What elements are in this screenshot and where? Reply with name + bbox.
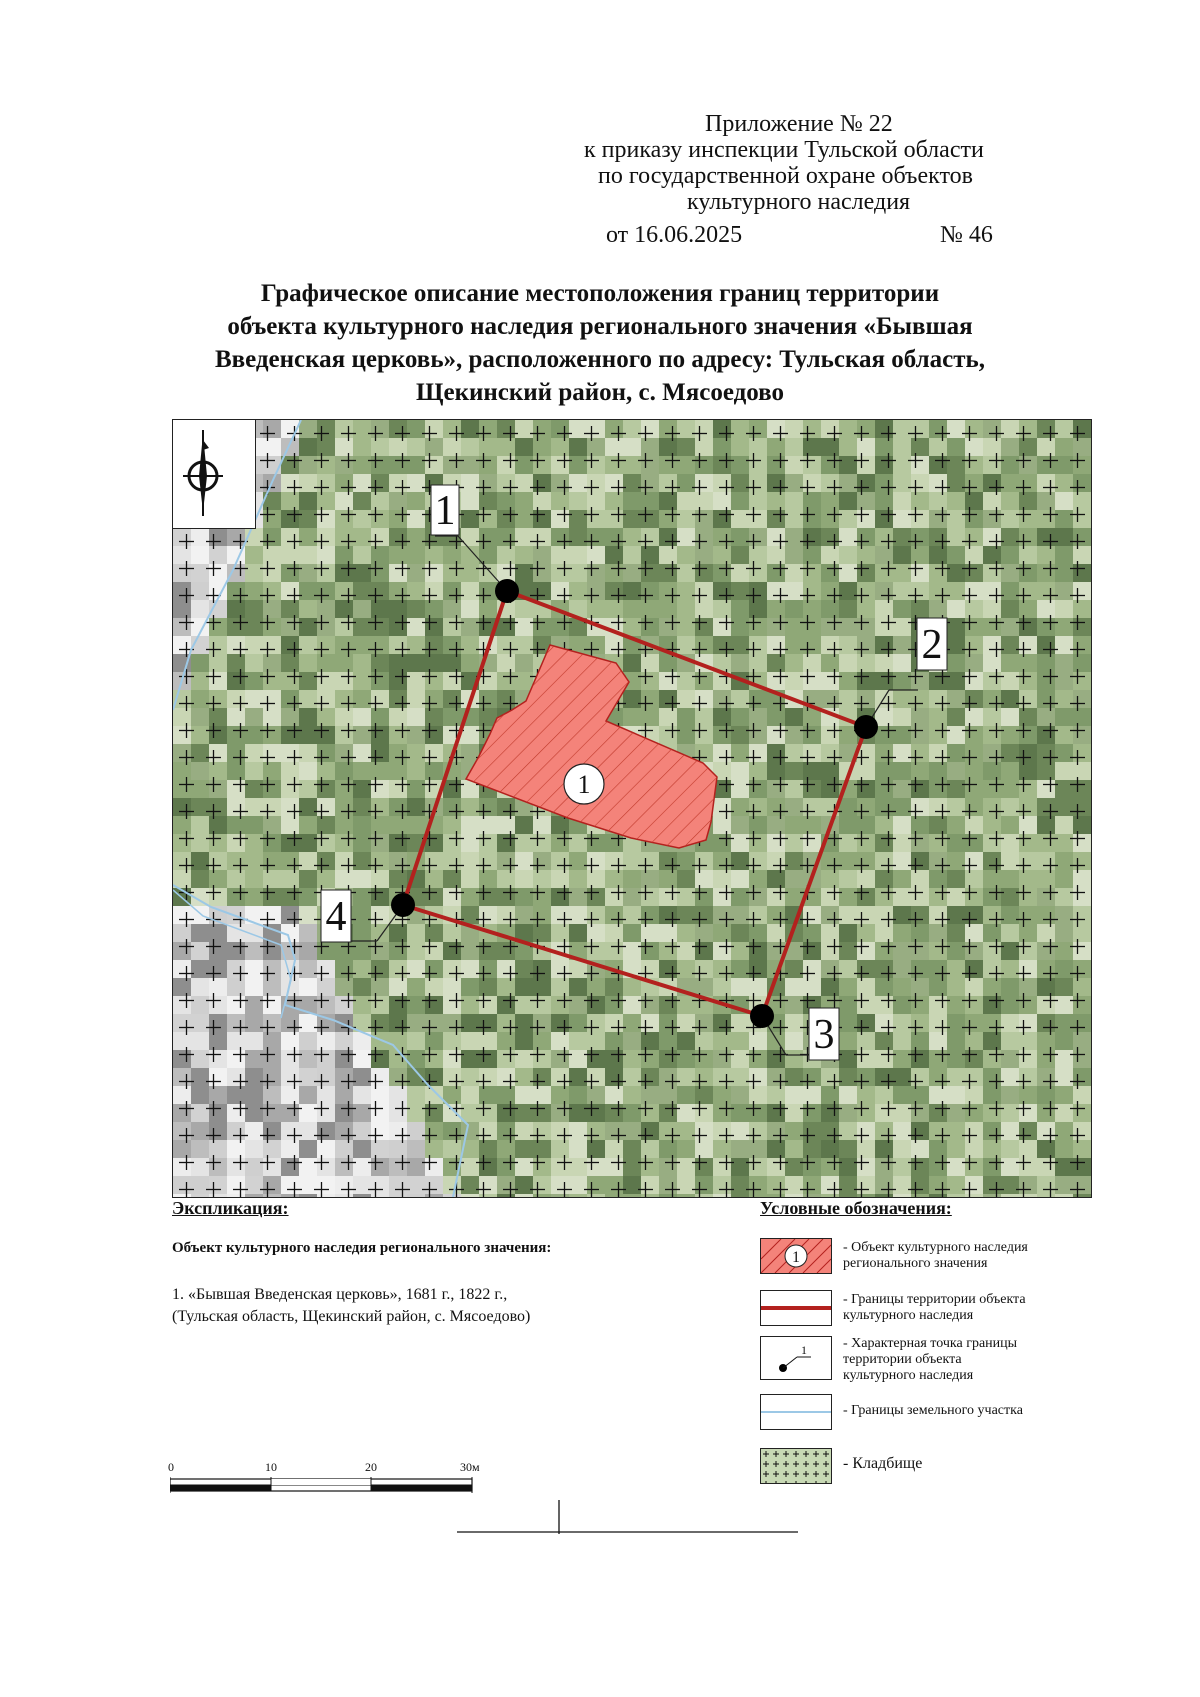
legend-text-object: - Объект культурного наследия регионального значения (843, 1240, 1028, 1271)
legend-symbol-object (760, 1238, 832, 1274)
appendix-number: Приложение № 22 (705, 111, 893, 137)
document-title (150, 277, 1050, 409)
boundary-point-4 (391, 893, 415, 917)
legend-symbol-point (760, 1336, 832, 1380)
title-line-4: Щекинский район, с. Мясоедово (416, 379, 784, 406)
map-frame (172, 419, 1092, 1198)
boundary-point-3 (750, 1004, 774, 1028)
order-reference-line2: по государственной охране объектов (598, 163, 973, 189)
point-label-3: 3 (813, 1012, 835, 1058)
object-number-label: 1 (577, 770, 591, 799)
order-reference: к приказу инспекции Тульской области (584, 137, 984, 163)
legend-text-cemetery: - Кладбище (843, 1455, 923, 1472)
legend-symbol-cemetery (760, 1448, 832, 1484)
title-line-3: Введенская церковь», расположенного по адресу: Тульская область, (214, 346, 986, 373)
legend-point-number: 1 (801, 1343, 807, 1357)
explication-item-line2: (Тульская область, Щекинский район, с. Мясоедово) (172, 1308, 531, 1325)
point-label-1: 1 (434, 488, 456, 534)
scale-label-0: 0 (168, 1460, 174, 1474)
legend-text-point: - Характерная точка границы территории объекта культурного наследия (843, 1336, 1018, 1383)
scale-label-10: 10 (265, 1460, 277, 1474)
north-arrow-icon (173, 420, 255, 528)
scale-label-20: 20 (365, 1460, 377, 1474)
north-arrow-box (173, 420, 256, 529)
legend-object-number: 1 (792, 1249, 800, 1266)
point-label-4: 4 (325, 894, 347, 940)
legend-text-land-plot: - Границы земельного участка (843, 1403, 1023, 1418)
boundary-point-1 (495, 579, 519, 603)
order-reference-line3: культурного наследия (687, 189, 911, 215)
scale-bar (170, 1477, 480, 1495)
title-line-2: объекта культурного наследия регионального значения «Бывшая (227, 313, 973, 340)
explication-heading: Экспликация: (172, 1198, 289, 1218)
signature-line (455, 1498, 800, 1538)
legend-symbol-boundary (760, 1290, 832, 1326)
explication-item-line1: 1. «Бывшая Введенская церковь», 1681 г., 1822 г., (172, 1286, 508, 1303)
order-number: № 46 (940, 222, 993, 248)
boundary-point-2 (854, 715, 878, 739)
legend-text-boundary: - Границы территории объекта культурного наследия (843, 1292, 1026, 1323)
legend-symbol-land-plot (760, 1394, 832, 1430)
title-line-1: Графическое описание местоположения границ территории (260, 280, 940, 307)
scale-label-30: 30м (460, 1460, 480, 1474)
legend-heading: Условные обозначения: (760, 1198, 952, 1218)
explication-subheading: Объект культурного наследия регионального значения: (172, 1240, 552, 1256)
map-canvas (173, 420, 1091, 1197)
order-date: от 16.06.2025 (606, 222, 743, 248)
point-label-2: 2 (921, 622, 943, 668)
